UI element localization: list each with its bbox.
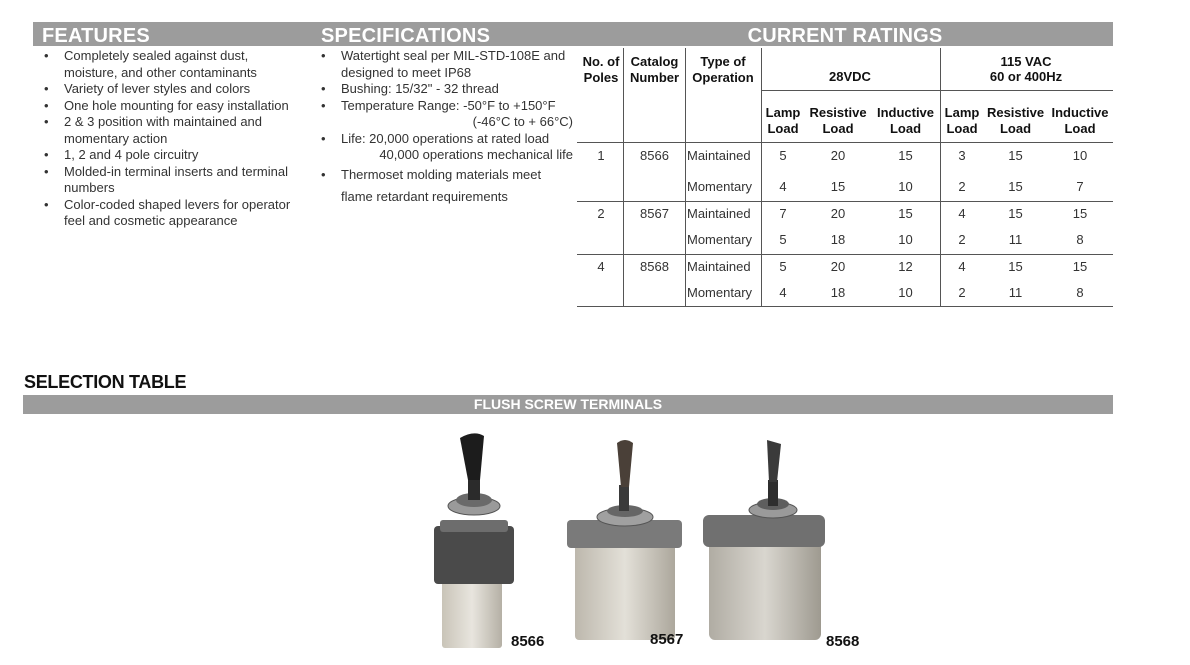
cell-dc-lamp: 4 xyxy=(779,285,787,300)
cell-dc-resistive: 20 xyxy=(830,148,846,163)
cell-ac-lamp: 2 xyxy=(958,232,966,247)
cell-poles: 2 xyxy=(597,206,605,221)
cell-type: Momentary xyxy=(687,232,753,247)
cell-ac-resistive: 11 xyxy=(1008,285,1023,300)
switch-8566-photo xyxy=(418,428,528,653)
feature-item: • Variety of lever styles and colors xyxy=(44,81,251,96)
cell-dc-lamp: 5 xyxy=(779,232,787,247)
part-label-8568: 8568 xyxy=(826,633,860,650)
cell-type: Maintained xyxy=(687,148,751,163)
feature-item: • Molded-in terminal inserts and terminal numbers xyxy=(44,163,288,195)
table-rule xyxy=(577,201,1113,202)
header-ac-lamp: Lamp Load xyxy=(944,105,980,136)
cell-dc-inductive: 12 xyxy=(898,259,913,274)
header-poles: No. of Poles xyxy=(582,54,620,85)
cell-dc-lamp: 5 xyxy=(779,259,787,274)
header-ac-inductive: Inductive Load xyxy=(1051,105,1109,136)
cell-ac-resistive: 15 xyxy=(1008,259,1023,274)
table-rule xyxy=(940,48,941,306)
cell-dc-resistive: 20 xyxy=(830,206,846,221)
header-type: Type of Operation xyxy=(692,54,754,85)
feature-item: • 2 & 3 position with maintained and momentary action xyxy=(44,114,263,146)
cell-type: Maintained xyxy=(687,259,751,274)
table-rule xyxy=(623,48,624,306)
spec-item: • Temperature Range: -50°F to +150°F (-46°C to + 66°C) xyxy=(321,97,573,129)
header-catalog: Catalog Number xyxy=(629,54,680,85)
cell-ac-inductive: 10 xyxy=(1072,148,1088,163)
table-rule xyxy=(577,254,1113,255)
cell-catalog: 8567 xyxy=(640,206,669,221)
cell-type: Maintained xyxy=(687,206,751,221)
table-rule xyxy=(577,142,1113,143)
cell-type: Momentary xyxy=(687,179,753,194)
cell-ac-resistive: 11 xyxy=(1008,232,1023,247)
header-115vac-freq: 60 or 400Hz xyxy=(989,69,1063,84)
specifications-title: SPECIFICATIONS xyxy=(321,25,491,47)
feature-item: • Completely sealed against dust, moisture, and other contaminants xyxy=(44,48,257,80)
part-label-8567: 8567 xyxy=(650,631,684,648)
cell-ac-inductive: 7 xyxy=(1076,179,1084,194)
feature-item: • Color-coded shaped levers for operator feel and cosmetic appearance xyxy=(44,196,291,228)
spec-item: • Bushing: 15/32" - 32 thread xyxy=(321,81,499,96)
spec-item: • Thermoset molding materials meet flame retardant requirements xyxy=(321,166,542,204)
cell-ac-resistive: 15 xyxy=(1008,148,1023,163)
features-list xyxy=(40,48,295,230)
header-115vac: 115 VAC xyxy=(1000,54,1052,69)
feature-item: • One hole mounting for easy installation xyxy=(44,97,289,113)
cell-dc-resistive: 20 xyxy=(830,259,846,274)
cell-dc-resistive: 15 xyxy=(830,179,846,194)
cell-catalog: 8568 xyxy=(640,259,669,274)
cell-dc-inductive: 10 xyxy=(898,232,913,247)
header-ac-resistive: Resistive Load xyxy=(986,105,1045,136)
ratings-title: CURRENT RATINGS xyxy=(747,25,943,47)
feature-item: • 1, 2 and 4 pole circuitry xyxy=(44,147,199,162)
switch-8567-photo xyxy=(563,435,688,645)
cell-dc-inductive: 15 xyxy=(898,206,913,221)
cell-ac-inductive: 15 xyxy=(1072,259,1088,274)
cell-ac-inductive: 15 xyxy=(1072,206,1088,221)
cell-ac-inductive: 8 xyxy=(1076,285,1084,300)
header-dc-inductive: Inductive Load xyxy=(876,105,935,136)
switch-8568-photo xyxy=(703,440,828,645)
cell-dc-inductive: 10 xyxy=(898,285,913,300)
table-rule xyxy=(761,90,1113,91)
cell-type: Momentary xyxy=(687,285,753,300)
table-rule xyxy=(761,48,762,306)
cell-ac-inductive: 8 xyxy=(1076,232,1084,247)
selection-title: SELECTION TABLE xyxy=(24,372,187,392)
cell-ac-lamp: 4 xyxy=(958,206,966,221)
cell-ac-lamp: 4 xyxy=(958,259,966,274)
spec-item: • Watertight seal per MIL-STD-108E and designed to meet IP68 xyxy=(321,48,566,80)
cell-catalog: 8566 xyxy=(640,148,669,163)
part-label-8566: 8566 xyxy=(511,633,545,650)
cell-poles: 4 xyxy=(597,259,605,274)
cell-poles: 1 xyxy=(597,148,605,163)
cell-dc-lamp: 7 xyxy=(779,206,787,221)
cell-dc-inductive: 10 xyxy=(898,179,913,194)
selection-subtitle: FLUSH SCREW TERMINALS xyxy=(473,396,663,412)
specifications-list xyxy=(317,48,573,208)
cell-dc-inductive: 15 xyxy=(898,148,913,163)
features-title: FEATURES xyxy=(42,25,150,47)
cell-dc-lamp: 4 xyxy=(779,179,787,194)
cell-ac-resistive: 15 xyxy=(1008,206,1023,221)
table-rule xyxy=(685,48,686,306)
cell-dc-lamp: 5 xyxy=(779,148,787,163)
cell-ac-lamp: 2 xyxy=(958,179,966,194)
table-rule xyxy=(577,306,1113,307)
cell-dc-resistive: 18 xyxy=(830,285,846,300)
cell-ac-resistive: 15 xyxy=(1008,179,1023,194)
cell-ac-lamp: 2 xyxy=(958,285,966,300)
header-dc-lamp: Lamp Load xyxy=(765,105,801,136)
header-dc-resistive: Resistive Load xyxy=(809,105,867,136)
cell-dc-resistive: 18 xyxy=(830,232,846,247)
header-28vdc: 28VDC xyxy=(829,69,871,84)
spec-item: • Life: 20,000 operations at rated load 40,000 operations mechanical life xyxy=(321,130,573,162)
cell-ac-lamp: 3 xyxy=(958,148,966,163)
